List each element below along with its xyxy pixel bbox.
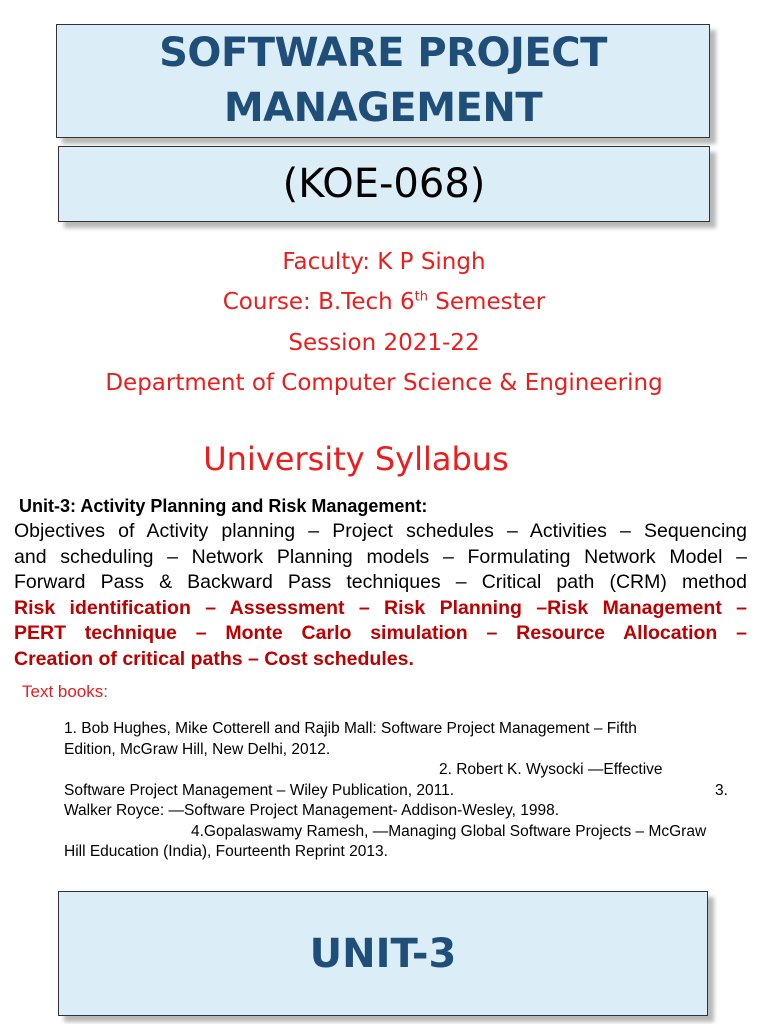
textbook-line: Software Project Management – Wiley Publication, 2011.	[64, 781, 454, 799]
syllabus-end-period: .	[408, 647, 414, 670]
session-line: Session 2021-22	[288, 330, 480, 356]
syllabus-highlight-line: Risk identification – Assessment – Risk Planning –Risk Management –	[14, 596, 747, 619]
faculty-line: Faculty: K P Singh	[282, 249, 486, 275]
textbook-line: 2. Robert K. Wysocki —Effective	[439, 761, 663, 778]
textbook-line-row	[64, 781, 760, 802]
textbook-number: 3.	[715, 781, 728, 799]
syllabus-line: Objectives of Activity planning – Project schedules – Activities – Sequencing	[14, 520, 747, 542]
course-line-prefix: Course: B.Tech 6	[222, 289, 415, 315]
syllabus-highlight-line-last	[14, 647, 747, 673]
textbook-line: 1. Bob Hughes, Mike Cotterell and Rajib Mall: Software Project Management – Fifth	[64, 720, 637, 737]
syllabus-highlight-line: PERT technique – Monte Carlo simulation – Resource Allocation –	[14, 622, 747, 644]
course-line-sup: th	[414, 289, 428, 305]
textbooks-label: Text books:	[22, 682, 108, 701]
course-code: (KOE-068)	[282, 161, 486, 207]
syllabus-line: Forward Pass & Backward Pass techniques – Critical path (CRM) method	[14, 571, 747, 593]
unit-title: Unit-3: Activity Planning and Risk Management:	[19, 496, 428, 516]
textbooks-list	[64, 719, 760, 863]
unit-box	[58, 891, 708, 1016]
syllabus-line: and scheduling – Network Planning models – Formulating Network Model –	[14, 545, 747, 568]
title-box	[56, 24, 710, 138]
slide-title: SOFTWARE PROJECT MANAGEMENT	[159, 30, 607, 131]
unit-label: UNIT-3	[309, 930, 457, 977]
textbook-line: Walker Royce: —Software Project Management- Addison-Wesley, 1998.	[64, 802, 560, 819]
textbook-line: 4.Gopalaswamy Ramesh, —Managing Global Software Projects – McGraw	[191, 822, 707, 840]
course-code-box	[58, 146, 710, 222]
textbook-line: Edition, McGraw Hill, New Delhi, 2012.	[64, 740, 331, 758]
syllabus-heading: University Syllabus	[203, 440, 509, 478]
syllabus-highlight-text: Creation of critical paths – Cost schedules	[14, 647, 409, 670]
syllabus-body	[14, 519, 747, 672]
course-line	[0, 289, 768, 315]
course-line-suffix: Semester	[428, 289, 546, 315]
textbook-line: Hill Education (India), Fourteenth Reprint 2013.	[64, 843, 388, 860]
department-line: Department of Computer Science & Engineering	[105, 370, 663, 396]
